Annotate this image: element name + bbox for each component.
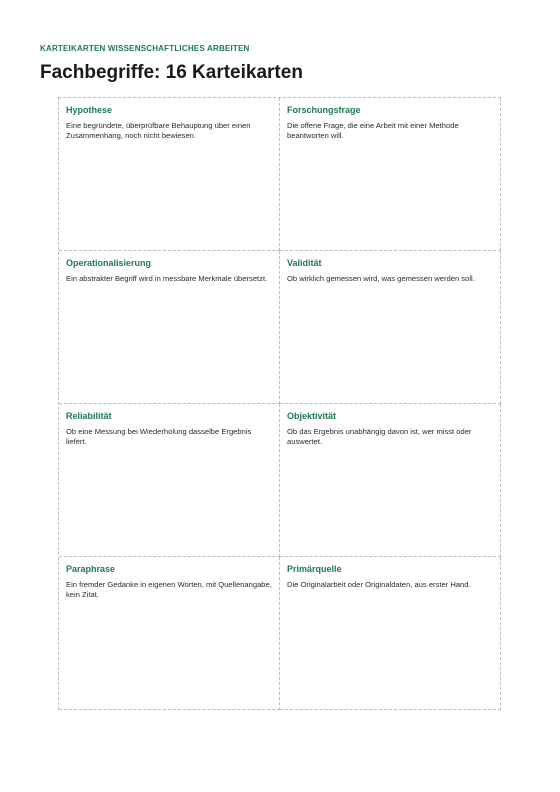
card-definition: Die Originalarbeit oder Originaldaten, aus erster Hand.	[287, 580, 471, 589]
flashcard-operationalisierung	[59, 251, 280, 404]
flashcard-forschungsfrage	[280, 98, 501, 251]
card-definition: Ein abstrakter Begriff wird in messbare Merkmale übersetzt.	[66, 274, 268, 283]
flashcard-hypothese	[59, 98, 280, 251]
page-title: Fachbegriffe: 16 Karteikarten	[40, 62, 303, 83]
flashcard-reliabilitaet	[59, 404, 280, 557]
card-term: Objektivität	[287, 411, 337, 421]
card-term: Primärquelle	[287, 564, 342, 574]
flashcard-grid	[58, 97, 501, 710]
flashcard-primaerquelle	[280, 557, 501, 710]
card-definition: Ob wirklich gemessen wird, was gemessen werden soll.	[287, 274, 475, 283]
card-definition: Ob eine Messung bei Wiederholung dasselbe Ergebnis liefert.	[66, 427, 252, 447]
card-definition: Ob das Ergebnis unabhängig davon ist, wer misst oder auswertet.	[287, 427, 472, 447]
flashcard-objektivitaet	[280, 404, 501, 557]
card-term: Reliabilität	[66, 411, 112, 421]
card-term: Operationalisierung	[66, 258, 152, 268]
card-term: Hypothese	[66, 105, 113, 115]
flashcard-paraphrase	[59, 557, 280, 710]
card-term: Paraphrase	[66, 564, 116, 574]
card-term: Validität	[287, 258, 322, 268]
page-kicker: KARTEIKARTEN WISSENSCHAFTLICHES ARBEITEN	[40, 44, 250, 53]
card-term: Forschungsfrage	[287, 105, 361, 115]
card-definition: Eine begründete, überprüfbare Behauptung über einen Zusammenhang, noch nicht bewiesen.	[66, 121, 251, 141]
card-definition: Die offene Frage, die eine Arbeit mit einer Methode beantworten will.	[287, 121, 459, 141]
card-definition: Ein fremder Gedanke in eigenen Worten, mit Quellenangabe, kein Zitat.	[66, 580, 272, 600]
flashcard-validitaet	[280, 251, 501, 404]
